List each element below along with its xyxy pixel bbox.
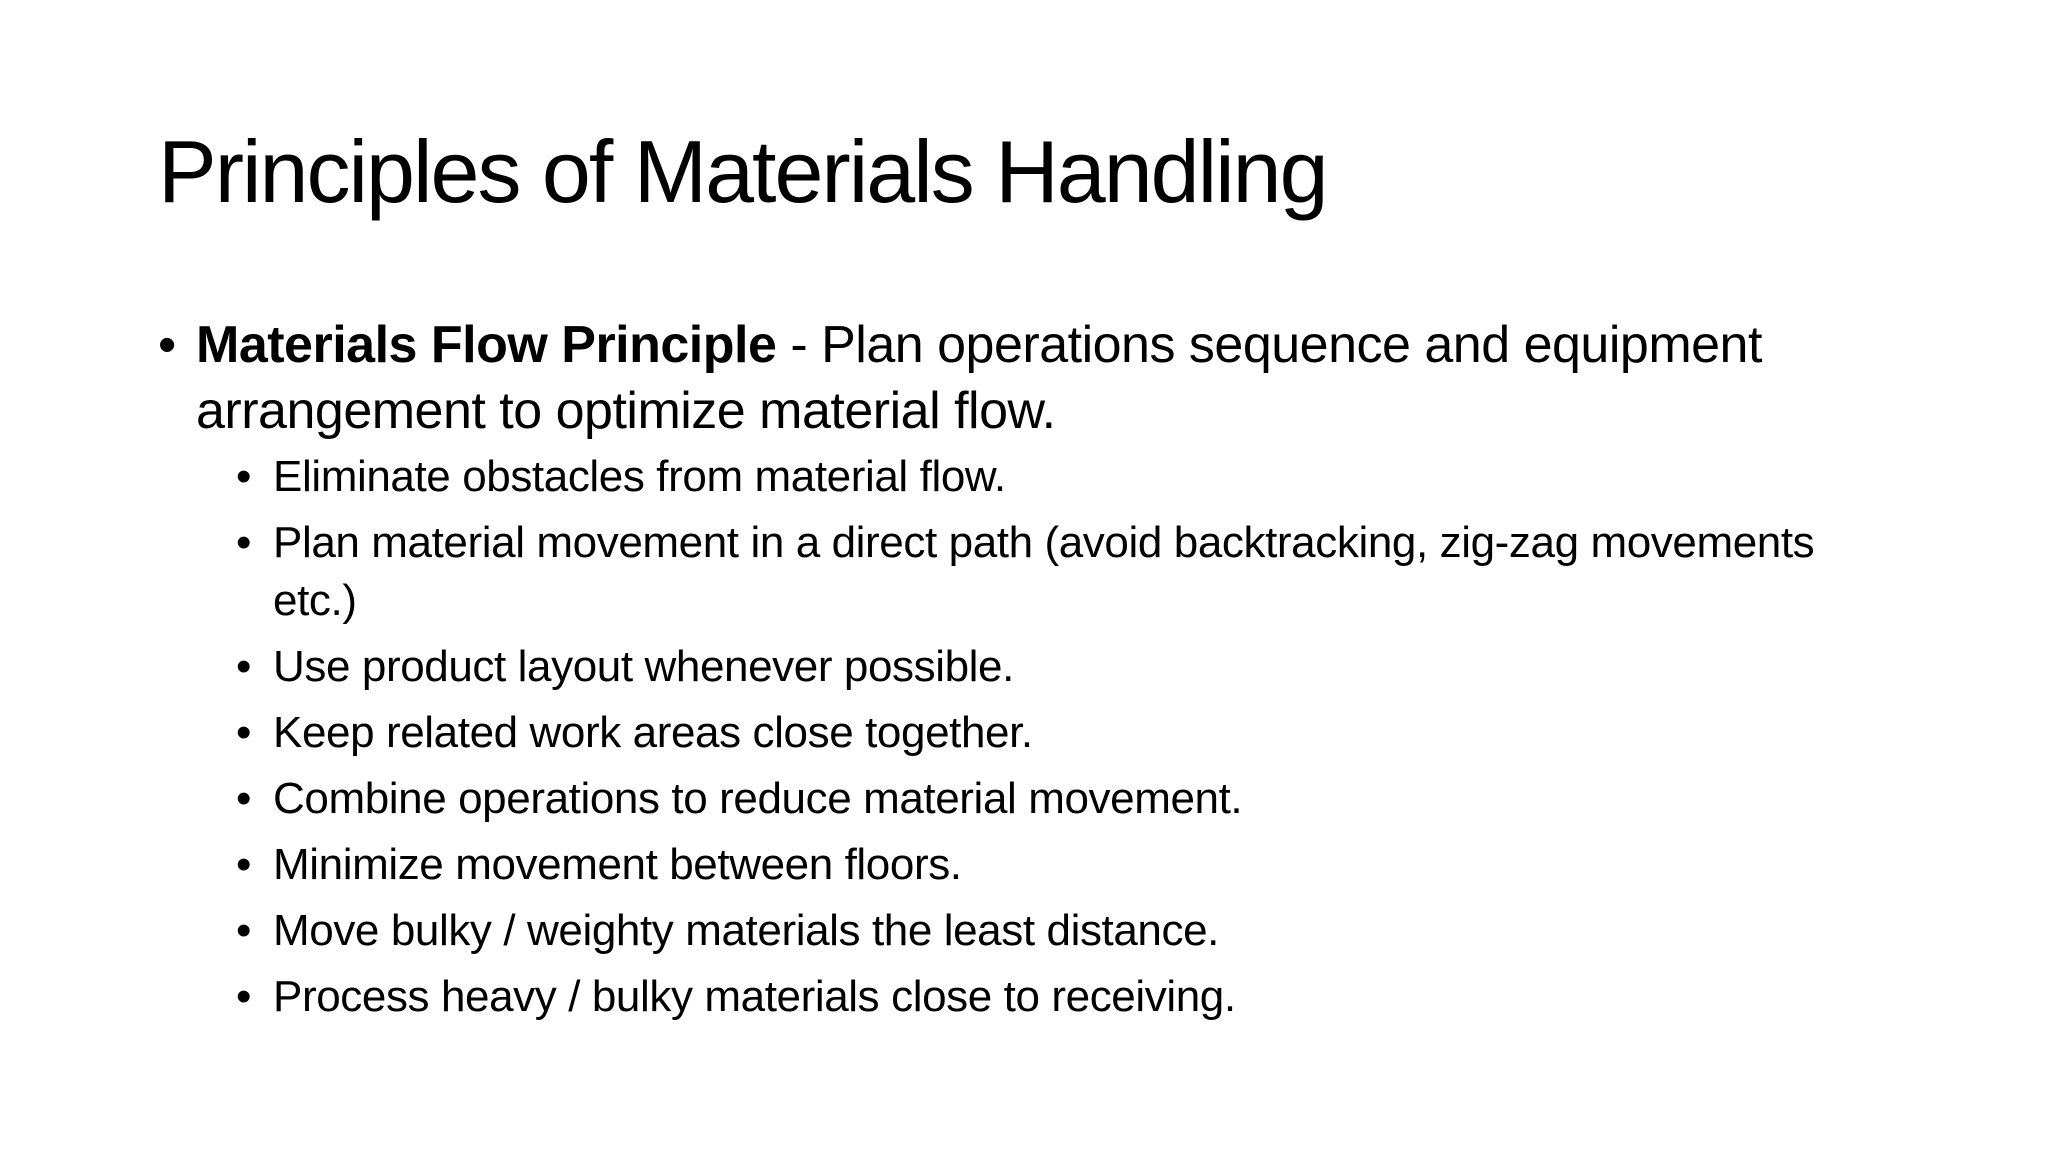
bullet-icon: • — [236, 708, 252, 757]
sub-bullet-list — [158, 448, 1898, 1026]
bullet-icon: • — [158, 316, 176, 374]
main-point-text: - Plan operations sequence and equipment arrangement to optimize material flow. — [196, 316, 1762, 440]
sub-bullet-text: Plan material movement in a direct path (avoid backtracking, zig-zag movements etc.) — [273, 518, 1815, 625]
sub-bullet-text: Eliminate obstacles from material flow. — [273, 452, 1006, 501]
sub-bullet-item — [236, 836, 1898, 894]
bullet-icon: • — [236, 518, 252, 567]
sub-bullet-text: Use product layout whenever possible. — [273, 642, 1014, 691]
sub-bullet-item — [236, 448, 1898, 506]
sub-bullet-text: Keep related work areas close together. — [273, 708, 1033, 757]
bullet-icon: • — [236, 452, 252, 501]
sub-bullet-item — [236, 968, 1898, 1026]
sub-bullet-item — [236, 514, 1898, 630]
sub-bullet-text: Minimize movement between floors. — [273, 840, 962, 889]
sub-bullet-text: Combine operations to reduce material movement. — [273, 774, 1243, 823]
sub-bullet-item — [236, 704, 1898, 762]
sub-bullet-text: Process heavy / bulky materials close to receiving. — [273, 972, 1236, 1021]
bullet-icon: • — [236, 906, 252, 955]
main-bullet-point — [158, 312, 1898, 444]
slide-title: Principles of Materials Handling — [158, 122, 1327, 221]
bullet-icon: • — [236, 774, 252, 823]
sub-bullet-item — [236, 638, 1898, 696]
slide-body — [158, 312, 1898, 1026]
sub-bullet-text: Move bulky / weighty materials the least distance. — [273, 906, 1220, 955]
sub-bullet-item — [236, 902, 1898, 960]
bullet-icon: • — [236, 840, 252, 889]
sub-bullet-item — [236, 770, 1898, 828]
bullet-icon: • — [236, 642, 252, 691]
bullet-icon: • — [236, 972, 252, 1021]
main-point-lead: Materials Flow Principle — [196, 316, 777, 374]
